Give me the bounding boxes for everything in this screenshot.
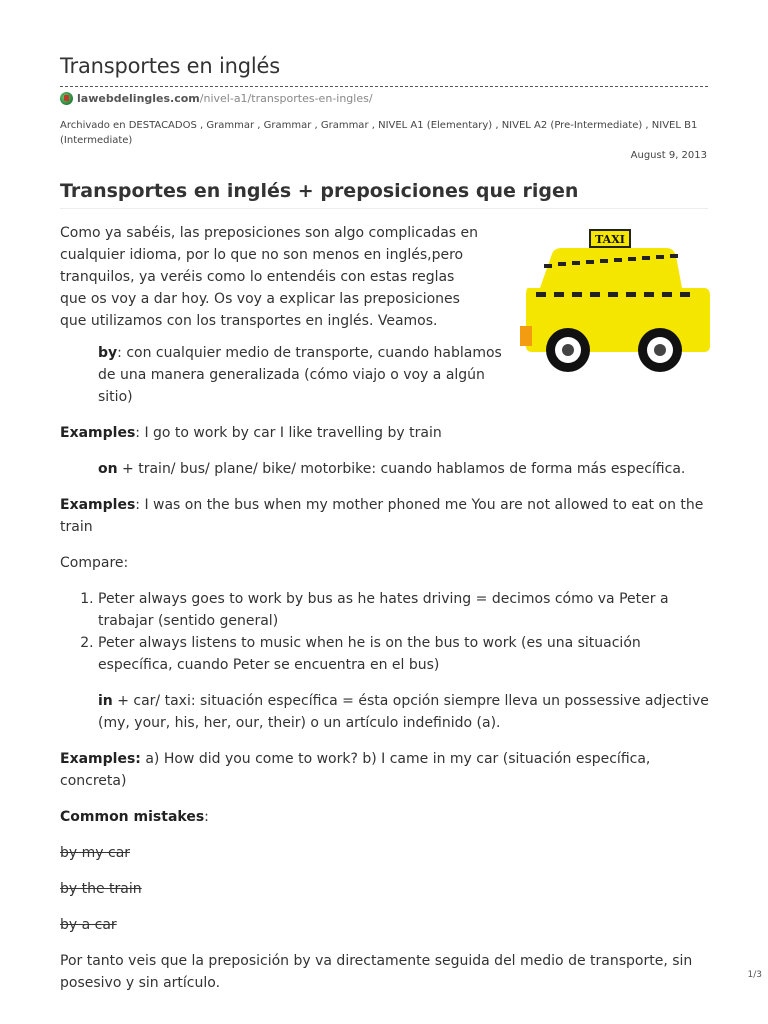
- examples-label: Examples: [60, 425, 136, 441]
- common-mistakes-heading: [60, 806, 710, 828]
- mistake-item: by the train: [60, 881, 142, 897]
- common-mistakes-label: Common mistakes: [60, 809, 205, 825]
- examples-in: [60, 748, 710, 792]
- page-number: 1/3: [747, 970, 762, 980]
- taxi-sign-text: TAXI: [595, 233, 625, 246]
- post-content: [60, 222, 710, 1008]
- list-item: 1. Peter always goes to work by bus as he hates driving = decimos cómo va Peter a trabajar (sentido general): [98, 588, 710, 632]
- by-rule: [60, 342, 518, 408]
- source-path: /nivel-a1/transportes-en-ingles/: [199, 92, 373, 105]
- compare-list: [60, 588, 710, 676]
- source-domain-link[interactable]: lawebdelingles.com: [77, 92, 200, 105]
- on-term: on: [98, 461, 118, 477]
- site-favicon-icon: [60, 92, 73, 105]
- list-item: 2. Peter always listens to music when he is on the bus to work (es una situación específica, cuando Peter se encuentra en el bus): [98, 632, 710, 676]
- post-title-divider: [60, 208, 708, 209]
- title-divider: [60, 86, 708, 87]
- in-rule: [60, 690, 710, 734]
- intro-paragraph: Como ya sabéis, las preposiciones son algo complicadas en cualquier idioma, por lo que no son menos en inglés,pero tranquilos, ya veréis como lo entendéis con estas reglas que os voy a dar hoy. Os voy a explicar las preposiciones que utilizamos con los transportes en inglés. Veamos.: [60, 225, 479, 329]
- examples-label: Examples: [60, 497, 136, 513]
- examples-by: [60, 422, 710, 444]
- examples-label: Examples:: [60, 751, 141, 767]
- archived-categories: Archivado en DESTACADOS , Grammar , Grammar , Grammar , NIVEL A1 (Elementary) , NIVEL A2 (Pre-Intermediate) , NIVEL B1 (Intermediate): [60, 120, 698, 146]
- post-title: Transportes en inglés + preposiciones que rigen: [60, 180, 579, 202]
- conclusion-paragraph: Por tanto veis que la preposición by va directamente seguida del medio de transporte, sin posesivo y sin artículo.: [60, 953, 693, 991]
- compare-label: Compare:: [60, 555, 129, 571]
- common-mistakes-colon: :: [204, 809, 209, 825]
- on-text: + train/ bus/ plane/ bike/ motorbike: cuando hablamos de forma más específica.: [117, 461, 686, 477]
- by-text: : con cualquier medio de transporte, cuando hablamos de una manera generalizada (cómo viajo o voy a algún sitio): [98, 345, 502, 405]
- examples-on: [60, 494, 710, 538]
- post-date: August 9, 2013: [630, 150, 707, 161]
- examples-by-text: : I go to work by car I like travelling by train: [135, 425, 442, 441]
- on-rule: [60, 458, 710, 480]
- source-line: [60, 92, 373, 105]
- in-term: in: [98, 693, 113, 709]
- in-text: + car/ taxi: situación específica = ésta opción siempre lleva un possessive adjective (my, your, his, her, our, their) o un artículo indefinido (a).: [98, 693, 709, 731]
- examples-in-text: a) How did you come to work? b) I came in my car (situación específica, concreta): [60, 751, 651, 789]
- mistake-item: by my car: [60, 845, 131, 861]
- page-title: Transportes en inglés: [60, 54, 280, 78]
- mistake-item: by a car: [60, 917, 117, 933]
- by-term: by: [98, 345, 118, 361]
- examples-on-text: : I was on the bus when my mother phoned me You are not allowed to eat on the train: [60, 497, 704, 535]
